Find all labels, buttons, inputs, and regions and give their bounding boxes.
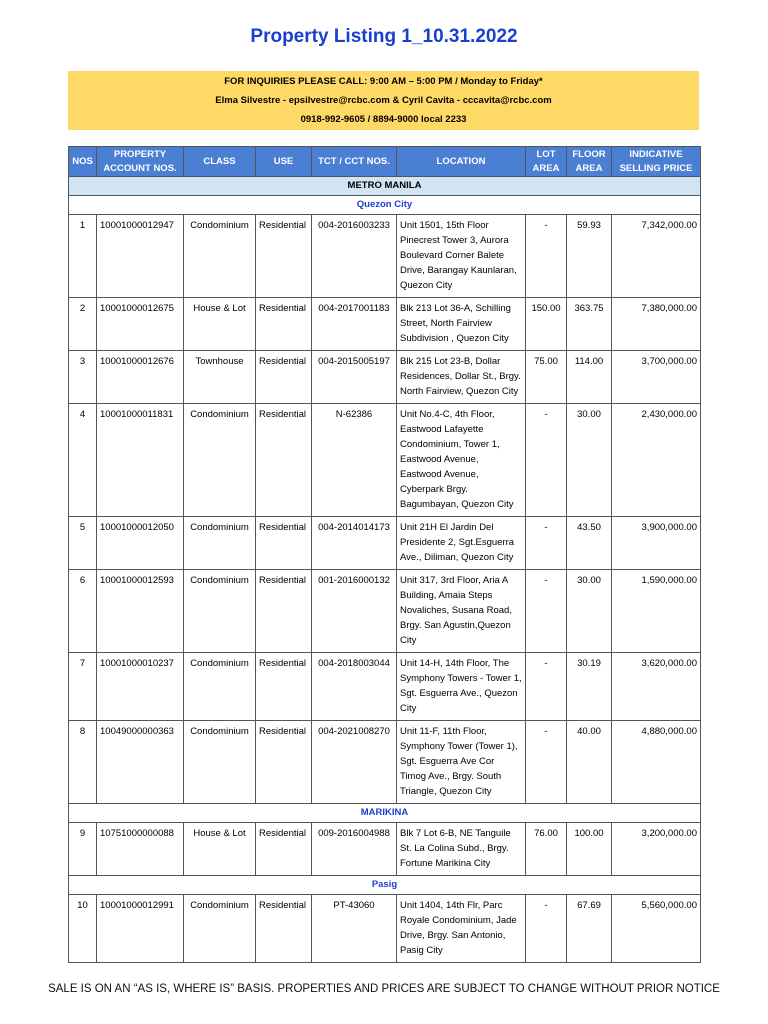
- inquiry-contacts: Elma Silvestre - epsilvestre@rcbc.com & Cyril Cavita - cccavita@rcbc.com: [215, 95, 552, 106]
- cell-use: Residential: [256, 895, 312, 963]
- col-floor-area-header: FLOOR AREA: [567, 147, 612, 177]
- cell-tct: 004-2021008270: [312, 721, 397, 804]
- inquiry-hours: FOR INQUIRIES PLEASE CALL: 9:00 AM – 5:00 PM / Monday to Friday*: [224, 76, 543, 87]
- cell-floor-area: 363.75: [567, 298, 612, 351]
- cell-nos: 3: [69, 351, 97, 404]
- cell-class: Condominium: [184, 653, 256, 721]
- cell-location: Unit 11-F, 11th Floor, Symphony Tower (Tower 1), Sgt. Esguerra Ave Cor Timog Ave., Brgy. South Triangle, Quezon City: [397, 721, 526, 804]
- cell-account: 10001000012675: [97, 298, 184, 351]
- cell-location: Blk 7 Lot 6-B, NE Tanguile St. La Colina Subd., Brgy. Fortune Marikina City: [397, 823, 526, 876]
- cell-account: 10001000012947: [97, 215, 184, 298]
- cell-price: 1,590,000.00: [612, 570, 701, 653]
- col-location-header: LOCATION: [397, 147, 526, 177]
- cell-lot-area: -: [526, 404, 567, 517]
- cell-account: 10001000012050: [97, 517, 184, 570]
- cell-price: 5,560,000.00: [612, 895, 701, 963]
- cell-account: 10049000000363: [97, 721, 184, 804]
- cell-location: Unit 1404, 14th Flr, Parc Royale Condominium, Jade Drive, Brgy. San Antonio, Pasig City: [397, 895, 526, 963]
- property-table: [68, 146, 701, 963]
- table-row: [69, 404, 701, 517]
- cell-tct: 004-2016003233: [312, 215, 397, 298]
- cell-account: 10001000011831: [97, 404, 184, 517]
- cell-location: Unit No.4-C, 4th Floor, Eastwood Lafayette Condominium, Tower 1, Eastwood Avenue, Eastwood Avenue, Cyberpark Brgy. Bagumbayan, Quezon City: [397, 404, 526, 517]
- cell-nos: 2: [69, 298, 97, 351]
- cell-nos: 4: [69, 404, 97, 517]
- inquiry-phones: 0918-992-9605 / 8894-9000 local 2233: [300, 114, 467, 125]
- cell-use: Residential: [256, 721, 312, 804]
- cell-use: Residential: [256, 404, 312, 517]
- col-class-header: CLASS: [184, 147, 256, 177]
- cell-account: 10001000012593: [97, 570, 184, 653]
- cell-price: 3,200,000.00: [612, 823, 701, 876]
- cell-lot-area: 75.00: [526, 351, 567, 404]
- cell-floor-area: 30.00: [567, 570, 612, 653]
- cell-use: Residential: [256, 570, 312, 653]
- cell-lot-area: 150.00: [526, 298, 567, 351]
- cell-location: Blk 213 Lot 36-A, Schilling Street, North Fairview Subdivision , Quezon City: [397, 298, 526, 351]
- cell-tct: 004-2015005197: [312, 351, 397, 404]
- cell-class: House & Lot: [184, 823, 256, 876]
- cell-nos: 8: [69, 721, 97, 804]
- cell-floor-area: 30.19: [567, 653, 612, 721]
- page-title: Property Listing 1_10.31.2022: [250, 26, 518, 47]
- cell-lot-area: -: [526, 653, 567, 721]
- cell-class: Condominium: [184, 570, 256, 653]
- cell-nos: 6: [69, 570, 97, 653]
- cell-location: Unit 14-H, 14th Floor, The Symphony Towers - Tower 1, Sgt. Esguerra Ave., Quezon City: [397, 653, 526, 721]
- cell-lot-area: -: [526, 895, 567, 963]
- cell-lot-area: -: [526, 570, 567, 653]
- cell-use: Residential: [256, 517, 312, 570]
- col-use-header: USE: [256, 147, 312, 177]
- col-tct-header: TCT / CCT NOS.: [312, 147, 397, 177]
- cell-nos: 5: [69, 517, 97, 570]
- cell-nos: 10: [69, 895, 97, 963]
- region-row: METRO MANILA: [69, 177, 701, 196]
- cell-tct: 001-2016000132: [312, 570, 397, 653]
- cell-price: 7,342,000.00: [612, 215, 701, 298]
- cell-class: Townhouse: [184, 351, 256, 404]
- inquiry-banner: [68, 71, 699, 130]
- cell-class: Condominium: [184, 721, 256, 804]
- cell-tct: N-62386: [312, 404, 397, 517]
- cell-price: 7,380,000.00: [612, 298, 701, 351]
- cell-tct: 004-2014014173: [312, 517, 397, 570]
- table-row: [69, 570, 701, 653]
- cell-lot-area: -: [526, 215, 567, 298]
- cell-tct: 009-2016004988: [312, 823, 397, 876]
- col-nos-header: NOS: [69, 147, 97, 177]
- cell-lot-area: 76.00: [526, 823, 567, 876]
- cell-floor-area: 59.93: [567, 215, 612, 298]
- cell-tct: PT-43060: [312, 895, 397, 963]
- cell-location: Unit 1501, 15th Floor Pinecrest Tower 3, Aurora Boulevard Corner Balete Drive, Barangay Kaunlaran, Quezon City: [397, 215, 526, 298]
- cell-price: 3,700,000.00: [612, 351, 701, 404]
- table-row: [69, 517, 701, 570]
- cell-floor-area: 114.00: [567, 351, 612, 404]
- cell-location: Blk 215 Lot 23-B, Dollar Residences, Dollar St., Brgy. North Fairview, Quezon City: [397, 351, 526, 404]
- cell-use: Residential: [256, 823, 312, 876]
- cell-class: Condominium: [184, 215, 256, 298]
- table-row: [69, 721, 701, 804]
- cell-class: House & Lot: [184, 298, 256, 351]
- cell-floor-area: 40.00: [567, 721, 612, 804]
- cell-use: Residential: [256, 298, 312, 351]
- cell-floor-area: 43.50: [567, 517, 612, 570]
- col-price-header: INDICATIVE SELLING PRICE: [612, 147, 701, 177]
- cell-location: Unit 21H El Jardin Del Presidente 2, Sgt.Esguerra Ave., Diliman, Quezon City: [397, 517, 526, 570]
- cell-floor-area: 67.69: [567, 895, 612, 963]
- cell-nos: 7: [69, 653, 97, 721]
- cell-class: Condominium: [184, 517, 256, 570]
- city-row-quezon: Quezon City: [69, 196, 701, 215]
- col-account-header: PROPERTY ACCOUNT NOS.: [97, 147, 184, 177]
- table-header-row: [69, 147, 701, 177]
- cell-lot-area: -: [526, 721, 567, 804]
- cell-account: 10001000012676: [97, 351, 184, 404]
- disclaimer-footer: SALE IS ON AN “AS IS, WHERE IS” BASIS. PROPERTIES AND PRICES ARE SUBJECT TO CHANGE WITHOUT PRIOR NOTICE: [48, 983, 720, 995]
- cell-lot-area: -: [526, 517, 567, 570]
- table-row: [69, 215, 701, 298]
- cell-floor-area: 30.00: [567, 404, 612, 517]
- cell-use: Residential: [256, 215, 312, 298]
- city-row-marikina: MARIKINA: [69, 804, 701, 823]
- cell-tct: 004-2018003044: [312, 653, 397, 721]
- table-row: [69, 823, 701, 876]
- cell-floor-area: 100.00: [567, 823, 612, 876]
- cell-location: Unit 317, 3rd Floor, Aria A Building, Amaia Steps Novaliches, Susana Road, Brgy. San Agustin,Quezon City: [397, 570, 526, 653]
- cell-account: 10751000000088: [97, 823, 184, 876]
- cell-nos: 1: [69, 215, 97, 298]
- cell-account: 10001000012991: [97, 895, 184, 963]
- table-row: [69, 351, 701, 404]
- cell-use: Residential: [256, 351, 312, 404]
- table-row: [69, 653, 701, 721]
- col-lot-area-header: LOT AREA: [526, 147, 567, 177]
- city-row-pasig: Pasig: [69, 876, 701, 895]
- cell-nos: 9: [69, 823, 97, 876]
- cell-class: Condominium: [184, 895, 256, 963]
- cell-tct: 004-2017001183: [312, 298, 397, 351]
- cell-price: 2,430,000.00: [612, 404, 701, 517]
- cell-price: 3,620,000.00: [612, 653, 701, 721]
- cell-use: Residential: [256, 653, 312, 721]
- cell-price: 3,900,000.00: [612, 517, 701, 570]
- table-row: [69, 298, 701, 351]
- cell-class: Condominium: [184, 404, 256, 517]
- cell-account: 10001000010237: [97, 653, 184, 721]
- cell-price: 4,880,000.00: [612, 721, 701, 804]
- table-row: [69, 895, 701, 963]
